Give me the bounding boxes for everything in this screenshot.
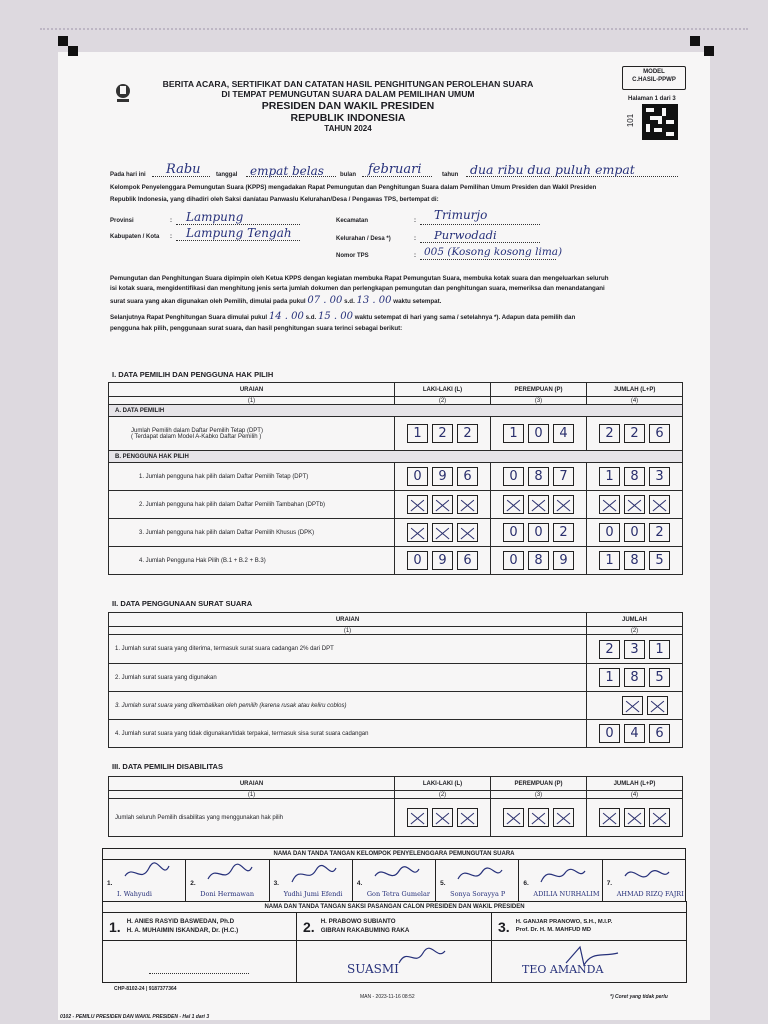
kabupaten-label: Kabupaten / Kota: [110, 234, 160, 240]
crossed-digit-box[interactable]: [599, 495, 620, 514]
kpps-member-number: 7.: [606, 880, 613, 887]
signature-icon: [123, 862, 171, 886]
digit-box[interactable]: 2: [649, 523, 670, 542]
digit-box[interactable]: 1: [599, 668, 620, 687]
footer-timestamp: MAN - 2023-11-16 08:52: [360, 994, 415, 1000]
digit-box[interactable]: 5: [649, 668, 670, 687]
colon: :: [414, 253, 416, 259]
cell-b4-j: [587, 547, 683, 575]
procedure-text-4c: waktu setempat di hari yang sama / setelahnya *). Adapun data pemilih dan: [354, 313, 576, 321]
provinsi-label: Provinsi: [110, 218, 134, 224]
digit-box[interactable]: 6: [457, 467, 478, 486]
kpps-text-2: Republik Indonesia, yang dihadiri oleh Saksi dan/atau Panwaslu Kelurahan/Desa / Pengawas TPS, bertempat di:: [110, 195, 439, 203]
row-dpt-note: ( Terdapat dalam Model A-Kabko Daftar Pemilih ): [131, 433, 262, 440]
digit-box[interactable]: 6: [649, 724, 670, 743]
procedure-line-3: [110, 293, 690, 309]
footer-code: CHP-8102-24 | 9187377364: [114, 986, 177, 992]
kabupaten-value: Lampung Tengah: [186, 226, 292, 240]
bulan-label: bulan: [340, 172, 356, 178]
cell-b3-l: [395, 519, 491, 547]
col-number: (2): [395, 791, 491, 799]
cell-b2-p: [491, 491, 587, 519]
digit-box[interactable]: 2: [553, 523, 574, 542]
digit-group: [395, 424, 490, 443]
footer-note: *) Coret yang tidak perlu: [610, 994, 668, 1000]
kpps-member-2: [186, 860, 269, 902]
col-uraian: URAIAN: [109, 383, 395, 397]
digit-box[interactable]: 0: [407, 467, 428, 486]
digit-box[interactable]: 2: [457, 424, 478, 443]
digit-box[interactable]: 3: [624, 640, 645, 659]
col-number: (1): [109, 397, 395, 405]
crossed-digit-box[interactable]: [457, 523, 478, 542]
fill-line: [149, 973, 249, 974]
kpps-signature-row: [103, 860, 686, 902]
col-jumlah: JUMLAH: [587, 613, 683, 627]
col-number: (3): [491, 397, 587, 405]
kelurahan-label: Kelurahan / Desa *): [336, 236, 391, 242]
digit-box[interactable]: 0: [528, 523, 549, 542]
kpps-text-1: Kelompok Penyelenggara Pemungutan Suara (KPPS) mengadakan Rapat Pemungutan dan Penghitungan Suara dalam Pemilihan Umum Presiden dan Wakil Presiden: [110, 184, 597, 191]
digit-box[interactable]: 8: [528, 467, 549, 486]
procedure-line-2: isi kotak suara, mengidentifikasi dan menghitung jenis serta jumlah dokumen dan perlengkapan pemungutan dan penghitungan suara, memeriksa dan menandatangani: [110, 284, 605, 292]
digit-group: [491, 551, 586, 570]
signature-icon: [562, 943, 622, 969]
digit-group: [491, 523, 586, 542]
kpps-member-number: 6.: [523, 880, 529, 887]
fill-line: [420, 259, 556, 260]
section-2-table: [108, 612, 683, 748]
row-disabilitas-label: Jumlah seluruh Pemilih disabilitas yang menggunakan hak pilih: [109, 799, 395, 837]
section-b-title: B. PENGGUNA HAK PILIH: [109, 451, 683, 463]
row-dpt: [109, 417, 395, 451]
tanggal-value: empat belas: [250, 164, 324, 178]
digit-group: [587, 640, 682, 659]
digit-box[interactable]: 9: [432, 551, 453, 570]
cell-ss4: [587, 720, 683, 748]
kpps-member-name: AHMAD RIZQ FAJRI: [616, 890, 684, 898]
col-number: (2): [587, 627, 683, 635]
kpps-member-number: 2.: [190, 880, 196, 887]
signature-icon: [539, 862, 587, 886]
cell-dis-p: [491, 799, 587, 837]
corner-marker: [58, 36, 68, 46]
kpps-member-number: 3.: [273, 880, 279, 887]
cell-b1-j: [587, 463, 683, 491]
crossed-digit-box[interactable]: [624, 495, 645, 514]
cell-dis-l: [395, 799, 491, 837]
procedure-text-4a: Selanjutnya Rapat Penghitungan Suara dimulai pukul: [110, 313, 268, 321]
tahun-value: dua ribu dua puluh empat: [470, 162, 635, 177]
digit-box[interactable]: 0: [599, 724, 620, 743]
page-info: Halaman 1 dari 3: [628, 96, 676, 102]
row-dpt-label: Jumlah Pemilih dalam Daftar Pemilih Tetap (DPT): [131, 427, 263, 434]
digit-box[interactable]: 0: [624, 523, 645, 542]
crossed-digit-box[interactable]: [528, 808, 549, 827]
cell-b4-p: [491, 547, 587, 575]
crossed-digit-box[interactable]: [553, 808, 574, 827]
signature-icon: [373, 862, 421, 886]
digit-box[interactable]: 5: [649, 551, 670, 570]
cell-ss2: [587, 664, 683, 692]
col-perempuan: PEREMPUAN (P): [491, 383, 587, 397]
colon: :: [170, 234, 172, 240]
colon: :: [414, 236, 416, 242]
cell-ss1: [587, 635, 683, 664]
corner-marker: [704, 46, 714, 56]
cell-b2-l: [395, 491, 491, 519]
section-1-table: [108, 382, 683, 575]
kpps-member-number: 4.: [356, 880, 363, 887]
col-number: (3): [491, 791, 587, 799]
footer-bottom: 0102 - PEMILU PRESIDEN DAN WAKIL PRESIDEN - Hal 1 dari 3: [60, 1014, 210, 1020]
end-time-1: 13 . 00: [356, 295, 392, 307]
candidate-2-names: [321, 918, 410, 934]
digit-box[interactable]: 0: [503, 551, 524, 570]
candidate-2-line1: H. PRABOWO SUBIANTO: [320, 918, 396, 926]
kpps-member-number: 1.: [107, 880, 113, 887]
kpps-paragraph: [110, 184, 690, 204]
crossed-digit-box[interactable]: [599, 808, 620, 827]
digit-box[interactable]: 0: [407, 551, 428, 570]
crossed-digit-box[interactable]: [407, 808, 428, 827]
cell-b1-l: [395, 463, 491, 491]
col-number: (4): [587, 791, 683, 799]
signature-icon: [623, 862, 671, 886]
saksi-title: NAMA DAN TANDA TANGAN SAKSI PASANGAN CALON PRESIDEN DAN WAKIL PRESIDEN: [103, 902, 687, 913]
cell-dis-j: [587, 799, 683, 837]
kpps-signature-title: NAMA DAN TANDA TANGAN KELOMPOK PENYELENGGARA PEMUNGUTAN SUARA: [103, 849, 686, 860]
digit-box[interactable]: 2: [432, 424, 453, 443]
digit-box[interactable]: 1: [407, 424, 428, 443]
crossed-digit-box[interactable]: [649, 808, 670, 827]
candidate-3-line2: Prof. Dr. H. M. MAHFUD MD: [515, 926, 592, 933]
witness-3-signature: [492, 941, 687, 983]
start-time-2: 14 . 00: [268, 310, 304, 322]
cell-b2-j: [587, 491, 683, 519]
tahun-label: tahun: [442, 172, 459, 178]
row-ss1-label: 1. Jumlah surat suara yang diterima, termasuk surat suara cadangan 2% dari DPT: [109, 635, 587, 664]
digit-group: [491, 808, 586, 827]
tps-label: Nomor TPS: [336, 253, 369, 259]
digit-box[interactable]: 8: [624, 467, 645, 486]
digit-box[interactable]: 8: [528, 551, 549, 570]
fill-line: [176, 240, 300, 241]
cell-ss3: [587, 692, 683, 720]
crossed-digit-box[interactable]: [528, 495, 549, 514]
crossed-digit-box[interactable]: [457, 495, 478, 514]
saksi-table: [102, 901, 687, 983]
cell-a-j: [587, 417, 683, 451]
kpps-member-4: [352, 860, 435, 902]
digit-box[interactable]: 8: [624, 668, 645, 687]
witness-2-signature: [297, 941, 492, 983]
digit-group: [587, 467, 682, 486]
digit-group: [587, 523, 682, 542]
kpps-member-name: Yudhi Jumi Efendi: [283, 890, 343, 898]
kecamatan-value: Trimurjo: [434, 208, 488, 222]
fill-line: [176, 224, 300, 225]
header-line-1: BERITA ACARA, SERTIFIKAT DAN CATATAN HASIL PENGHITUNGAN PEROLEHAN SUARA: [162, 79, 534, 89]
col-laki: LAKI-LAKI (L): [395, 777, 491, 791]
crossed-digit-box[interactable]: [457, 808, 478, 827]
kpps-member-number: 5.: [440, 880, 446, 887]
pada-hari-label: Pada hari ini: [110, 172, 146, 178]
tps-value: 005 (Kosong kosong lima): [424, 246, 563, 258]
candidate-3: [492, 913, 687, 941]
row-ss2-label: 2. Jumlah surat suara yang digunakan: [109, 664, 587, 692]
procedure-text-3a: surat suara yang akan digunakan oleh Pemilih, dimulai pada pukul: [110, 298, 306, 306]
crossed-digit-box[interactable]: [503, 495, 524, 514]
signature-icon: [206, 862, 254, 886]
digit-group: [491, 495, 586, 514]
digit-group: [395, 808, 490, 827]
digit-group: [587, 808, 682, 827]
digit-group: [587, 495, 682, 514]
digit-group: [395, 495, 490, 514]
crossed-digit-box[interactable]: [647, 696, 668, 715]
perforation-line: [40, 28, 748, 30]
col-jumlah: JUMLAH (L+P): [587, 383, 683, 397]
crossed-digit-box[interactable]: [649, 495, 670, 514]
digit-group: [587, 424, 682, 443]
digit-box[interactable]: 9: [553, 551, 574, 570]
model-label: MODEL: [643, 69, 665, 75]
fill-line: [420, 224, 540, 225]
col-jumlah: JUMLAH (L+P): [587, 777, 683, 791]
procedure-line-4: [110, 309, 690, 325]
digit-box[interactable]: 3: [649, 467, 670, 486]
candidate-2-number: 2.: [303, 918, 315, 935]
colon: :: [414, 218, 416, 224]
kecamatan-label: Kecamatan: [336, 218, 369, 224]
procedure-text-4b: s.d.: [305, 313, 317, 321]
crossed-digit-box[interactable]: [622, 696, 643, 715]
form-header: [138, 80, 558, 133]
tanggal-label: tanggal: [216, 172, 238, 178]
end-time-2: 15 . 00: [318, 310, 353, 322]
kpu-logo-icon: [114, 82, 132, 104]
candidate-2: [297, 913, 492, 941]
procedure-line-1: Pemungutan dan Penghitungan Suara dipimpin oleh Ketua KPPS dengan kegiatan membuka Rapat Pemungutan Suara, membuka kotak suara dan mengeluarkan seluruh: [110, 275, 609, 282]
crossed-digit-box[interactable]: [503, 808, 524, 827]
kpps-member-5: [436, 860, 519, 902]
row-b4-label: 4. Jumlah Pengguna Hak Pilih (B.1 + B.2 + B.3): [109, 547, 395, 575]
digit-box[interactable]: 6: [457, 551, 478, 570]
digit-box[interactable]: 7: [553, 467, 574, 486]
crossed-digit-box[interactable]: [553, 495, 574, 514]
candidate-1-names: [127, 918, 239, 934]
kelurahan-value: Purwodadi: [434, 228, 497, 242]
kpps-member-name: Doni Hermawan: [200, 890, 255, 898]
side-number: 101: [626, 113, 636, 128]
cell-b4-l: [395, 547, 491, 575]
digit-box[interactable]: 1: [649, 640, 670, 659]
fill-line: [420, 242, 540, 243]
col-number: (1): [109, 627, 587, 635]
digit-box[interactable]: 9: [432, 467, 453, 486]
digit-box[interactable]: 2: [599, 640, 620, 659]
col-perempuan: PEREMPUAN (P): [491, 777, 587, 791]
digit-box[interactable]: 4: [624, 724, 645, 743]
candidate-1-number: 1.: [109, 918, 121, 935]
header-line-5: TAHUN 2024: [324, 123, 372, 133]
candidate-2-line2: GIBRAN RAKABUMING RAKA: [320, 926, 410, 934]
row-b2-label: 2. Jumlah pengguna hak pilih dalam Daftar Pemilih Tambahan (DPTb): [109, 491, 395, 519]
kpps-member-3: [269, 860, 352, 902]
header-line-4: REPUBLIK INDONESIA: [290, 111, 406, 124]
kpps-member-1: [103, 860, 186, 902]
bulan-value: februari: [368, 162, 422, 177]
crossed-digit-box[interactable]: [407, 523, 428, 542]
candidate-1: [103, 913, 297, 941]
row-b1-label: 1. Jumlah pengguna hak pilih dalam Daftar Pemilih Tetap (DPT): [109, 463, 395, 491]
corner-marker: [68, 46, 78, 56]
start-time-1: 07 . 00: [307, 295, 343, 307]
header-line-2: DI TEMPAT PEMUNGUTAN SUARA DALAM PEMILIHAN UMUM: [221, 88, 475, 99]
signature-icon: [397, 945, 447, 969]
model-code: C.HASIL-PPWP: [632, 77, 676, 83]
procedure-line-5: pengguna hak pilih, penggunaan surat suara, dan hasil penghitungan suara terinci sebagai berikut:: [110, 325, 403, 333]
qr-code-icon: [642, 104, 678, 140]
digit-group: [587, 724, 682, 743]
crossed-digit-box[interactable]: [432, 523, 453, 542]
kpps-member-name: I. Wahyudi: [117, 890, 152, 898]
model-box: [622, 66, 686, 90]
col-number: (2): [395, 397, 491, 405]
cell-a-l: [395, 417, 491, 451]
digit-box[interactable]: 8: [624, 551, 645, 570]
section-1-title: I. DATA PEMILIH DAN PENGGUNA HAK PILIH: [112, 370, 274, 379]
digit-group: [587, 551, 682, 570]
digit-box[interactable]: 1: [599, 467, 620, 486]
digit-box[interactable]: 0: [503, 467, 524, 486]
procedure-text-3c: waktu setempat.: [393, 298, 442, 306]
digit-box[interactable]: 2: [599, 424, 620, 443]
digit-box[interactable]: 4: [553, 424, 574, 443]
digit-box[interactable]: 1: [503, 424, 524, 443]
cell-b3-p: [491, 519, 587, 547]
col-uraian: URAIAN: [109, 613, 587, 627]
kpps-member-name: Gon Tetra Gumelar: [366, 890, 430, 898]
kpps-member-6: [519, 860, 602, 902]
kpps-member-7: [602, 860, 685, 902]
row-ss4-label: 4. Jumlah surat suara yang tidak digunakan/tidak terpakai, termasuk sisa surat suara cadangan: [109, 720, 587, 748]
digit-group: [491, 467, 586, 486]
digit-group: [491, 424, 586, 443]
col-uraian: URAIAN: [109, 777, 395, 791]
candidate-3-number: 3.: [498, 918, 510, 935]
kpps-member-name: ADILIA NURHALIM: [533, 890, 600, 898]
procedure-text-3b: s.d.: [344, 298, 355, 306]
digit-group: [395, 523, 490, 542]
signature-icon: [290, 862, 338, 886]
col-number: (1): [109, 791, 395, 799]
section-3-table: [108, 776, 683, 837]
candidate-1-line2: H. A. MUHAIMIN ISKANDAR, Dr. (H.C.): [126, 926, 239, 934]
section-2-title: II. DATA PENGGUNAAN SURAT SUARA: [112, 599, 253, 608]
kpps-member-name: Sonya Sorayya P: [450, 890, 506, 898]
digit-box[interactable]: 2: [624, 424, 645, 443]
digit-group: [587, 668, 682, 687]
digit-box[interactable]: 0: [503, 523, 524, 542]
signature-icon: [456, 862, 504, 886]
col-laki: LAKI-LAKI (L): [395, 383, 491, 397]
digit-group: [395, 551, 490, 570]
digit-box[interactable]: 0: [528, 424, 549, 443]
provinsi-value: Lampung: [186, 210, 244, 224]
candidate-1-line1: H. ANIES RASYID BASWEDAN, Ph.D: [126, 918, 235, 926]
kpps-signature-table: [102, 848, 686, 902]
cell-b1-p: [491, 463, 587, 491]
row-ss3-label: 3. Jumlah surat suara yang dikembalikan oleh pemilih (karena rusak atau keliru coblos): [109, 692, 587, 720]
witness-3-name: TEO AMANDA: [522, 963, 604, 976]
corner-marker: [690, 36, 700, 46]
header-line-3: PRESIDEN DAN WAKIL PRESIDEN: [261, 99, 435, 112]
crossed-digit-box[interactable]: [624, 808, 645, 827]
witness-1-signature: [103, 941, 297, 983]
digit-group: [587, 696, 682, 715]
section-a-title: A. DATA PEMILIH: [109, 405, 683, 417]
colon: :: [170, 218, 172, 224]
candidate-3-names: [516, 919, 613, 934]
digit-box[interactable]: 0: [599, 523, 620, 542]
witness-2-name: SUASMI: [347, 962, 399, 976]
section-3-title: III. DATA PEMILIH DISABILITAS: [112, 762, 223, 771]
digit-box[interactable]: 6: [649, 424, 670, 443]
digit-box[interactable]: 1: [599, 551, 620, 570]
crossed-digit-box[interactable]: [432, 808, 453, 827]
hari-value: Rabu: [166, 162, 201, 177]
cell-b3-j: [587, 519, 683, 547]
digit-group: [395, 467, 490, 486]
candidate-3-line1: H. GANJAR PRANOWO, S.H., M.I.P.: [515, 918, 613, 925]
crossed-digit-box[interactable]: [407, 495, 428, 514]
crossed-digit-box[interactable]: [432, 495, 453, 514]
cell-a-p: [491, 417, 587, 451]
procedure-paragraph: [110, 274, 690, 334]
row-b3-label: 3. Jumlah pengguna hak pilih dalam Daftar Pemilih Khusus (DPK): [109, 519, 395, 547]
col-number: (4): [587, 397, 683, 405]
